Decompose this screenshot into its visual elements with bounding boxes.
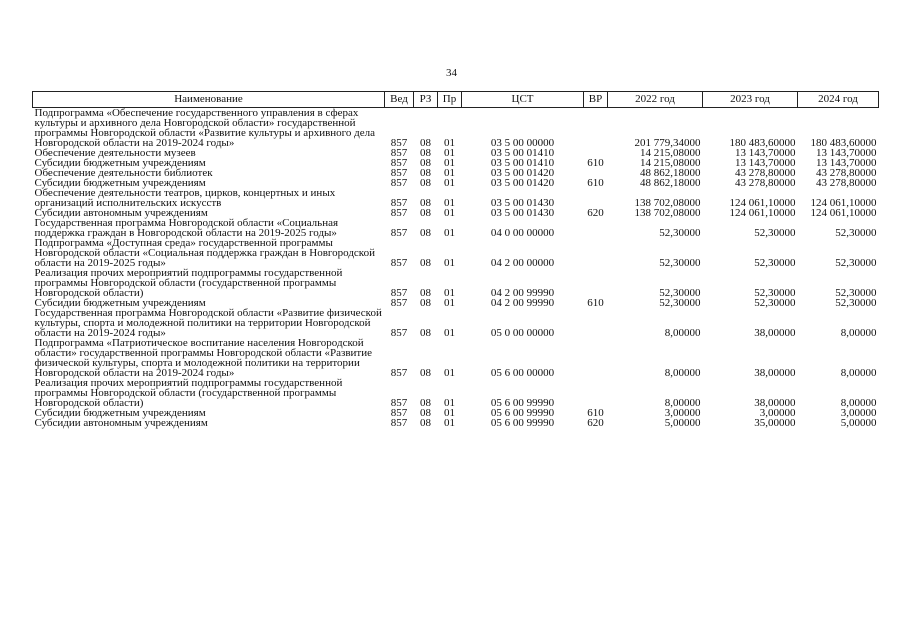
cell-ved: 857 [390,227,408,239]
cell-y2023: 43 278,80000 [735,167,796,179]
header-pr: Пр [438,92,462,108]
cell-rz: 08 [420,197,431,209]
table-row [33,338,879,378]
cell-y2023: 52,30000 [754,297,796,309]
cell-vr: 610 [587,177,604,189]
table-row [33,378,879,408]
cell-rz: 08 [420,147,431,159]
cell-vr [584,308,608,338]
cell-y2024: 8,00000 [840,327,877,339]
cell-y2024: 124 061,10000 [810,197,877,209]
cell-y2023: 52,30000 [754,257,796,269]
cell-rz: 08 [420,227,431,239]
cell-y2023: 52,30000 [754,227,796,239]
cell-cst: 03 5 00 01410 [490,157,555,169]
cell-y2022: 48 862,18000 [640,167,701,179]
cell-ved: 857 [390,367,408,379]
cell-name: Государственная программа Новгородской области «Социальная поддержка граждан в Новгородской области на 2019-2025 годы» [34,217,339,239]
cell-rz: 08 [420,407,431,419]
cell-y2023: 3,00000 [759,407,796,419]
header-2022: 2022 год [608,92,703,108]
cell-ved: 857 [390,207,408,219]
cell-y2024: 5,00000 [840,417,877,429]
cell-vr [584,238,608,268]
cell-pr: 01 [444,287,455,299]
cell-rz: 08 [420,417,431,429]
cell-cst: 05 6 00 99990 [490,397,555,409]
cell-pr: 01 [444,147,455,159]
cell-name: Субсидии бюджетным учреждениям [34,157,206,169]
cell-vr: 610 [587,297,604,309]
cell-vr [584,108,608,149]
cell-rz: 08 [420,287,431,299]
cell-y2024: 124 061,10000 [810,207,877,219]
table-row [33,218,879,238]
cell-y2022: 138 702,08000 [634,207,701,219]
cell-y2022: 48 862,18000 [640,177,701,189]
cell-name: Обеспечение деятельности театров, цирков, концертных и иных организаций исполнительских искусств [34,187,336,209]
cell-y2024: 13 143,70000 [816,147,877,159]
cell-cst: 05 6 00 99990 [490,417,555,429]
cell-name: Государственная программа Новгородской области «Развитие физической культуры, спорта и молодежной политики на территории Новгородской области на 2019-2024 годы» [34,307,382,339]
cell-cst: 05 0 00 00000 [490,327,555,339]
cell-cst: 05 6 00 00000 [490,367,555,379]
cell-y2023: 124 061,10000 [729,197,796,209]
cell-y2023: 13 143,70000 [735,157,796,169]
table-header-row [33,92,879,108]
cell-vr: 620 [587,417,604,429]
cell-y2022: 5,00000 [664,417,701,429]
table-row [33,268,879,298]
cell-ved: 857 [390,167,408,179]
cell-y2024: 180 483,60000 [810,137,877,149]
cell-name: Обеспечение деятельности библиотек [34,167,213,179]
cell-y2022: 8,00000 [664,367,701,379]
cell-name: Обеспечение деятельности музеев [34,147,196,159]
cell-ved: 857 [390,257,408,269]
cell-pr: 01 [444,157,455,169]
cell-y2024: 3,00000 [840,407,877,419]
cell-ved: 857 [390,407,408,419]
table-row [33,418,879,428]
cell-pr: 01 [444,207,455,219]
table-row [33,108,879,149]
cell-y2024: 8,00000 [840,367,877,379]
cell-y2023: 43 278,80000 [735,177,796,189]
cell-cst: 03 5 00 01420 [490,177,555,189]
cell-rz: 08 [420,167,431,179]
cell-ved: 857 [390,177,408,189]
cell-y2024: 8,00000 [840,397,877,409]
cell-rz: 08 [420,137,431,149]
cell-y2023: 180 483,60000 [729,137,796,149]
cell-cst: 03 5 00 00000 [490,137,555,149]
cell-name: Субсидии автономным учреждениям [34,207,208,219]
header-vr: ВР [584,92,608,108]
cell-vr: 610 [587,157,604,169]
cell-ved: 857 [390,147,408,159]
cell-y2022: 14 215,08000 [640,157,701,169]
table-row [33,308,879,338]
cell-cst: 03 5 00 01420 [490,167,555,179]
cell-y2022: 52,30000 [659,257,701,269]
cell-ved: 857 [390,137,408,149]
cell-pr: 01 [444,197,455,209]
cell-pr: 01 [444,407,455,419]
cell-y2022: 14 215,08000 [640,147,701,159]
cell-rz: 08 [420,207,431,219]
cell-name: Субсидии автономным учреждениям [34,417,208,429]
cell-y2023: 124 061,10000 [729,207,796,219]
cell-y2024: 52,30000 [835,257,877,269]
cell-vr [584,218,608,238]
cell-name: Реализация прочих мероприятий подпрограммы государственной программы Новгородской области (государственной программы Новгородской области) [34,267,343,299]
cell-pr: 01 [444,367,455,379]
cell-name: Субсидии бюджетным учреждениям [34,297,206,309]
cell-y2022: 8,00000 [664,327,701,339]
cell-rz: 08 [420,297,431,309]
cell-vr: 620 [587,207,604,219]
cell-name: Субсидии бюджетным учреждениям [34,407,206,419]
cell-y2022: 201 779,34000 [634,137,701,149]
cell-y2023: 13 143,70000 [735,147,796,159]
cell-vr: 610 [587,407,604,419]
cell-ved: 857 [390,297,408,309]
cell-cst: 04 2 00 99990 [490,287,555,299]
budget-table [32,91,879,428]
cell-y2022: 52,30000 [659,287,701,299]
cell-name: Подпрограмма «Обеспечение государственного управления в сферах культуры и архивного дела Новгородской области» государственной программы Новгородской области «Развитие культуры и архивного дела Новгородской области на 2019-2024 годы» [34,107,375,149]
table-body [33,108,879,429]
cell-pr: 01 [444,257,455,269]
cell-y2022: 52,30000 [659,227,701,239]
cell-pr: 01 [444,137,455,149]
cell-name: Субсидии бюджетным учреждениям [34,177,206,189]
header-2023: 2023 год [703,92,798,108]
cell-rz: 08 [420,327,431,339]
cell-cst: 03 5 00 01430 [490,197,555,209]
cell-y2023: 38,00000 [754,367,796,379]
cell-pr: 01 [444,397,455,409]
cell-vr [584,338,608,378]
cell-pr: 01 [444,167,455,179]
cell-pr: 01 [444,227,455,239]
cell-cst: 04 0 00 00000 [490,227,555,239]
cell-y2024: 43 278,80000 [816,167,877,179]
cell-y2024: 52,30000 [835,227,877,239]
cell-y2022: 8,00000 [664,397,701,409]
cell-ved: 857 [390,397,408,409]
table-row [33,188,879,208]
cell-y2023: 38,00000 [754,327,796,339]
header-name: Наименование [33,92,385,108]
cell-y2022: 138 702,08000 [634,197,701,209]
cell-y2024: 52,30000 [835,287,877,299]
cell-pr: 01 [444,417,455,429]
cell-ved: 857 [390,197,408,209]
cell-cst: 03 5 00 01410 [490,147,555,159]
cell-ved: 857 [390,327,408,339]
cell-y2022: 3,00000 [664,407,701,419]
cell-cst: 03 5 00 01430 [490,207,555,219]
cell-y2022: 52,30000 [659,297,701,309]
cell-cst: 04 2 00 99990 [490,297,555,309]
page-number: 34 [446,67,457,79]
cell-y2023: 35,00000 [754,417,796,429]
cell-rz: 08 [420,177,431,189]
cell-cst: 05 6 00 99990 [490,407,555,419]
header-rz: РЗ [414,92,438,108]
cell-name: Реализация прочих мероприятий подпрограммы государственной программы Новгородской области (государственной программы Новгородской области) [34,377,343,409]
cell-y2024: 13 143,70000 [816,157,877,169]
table-row [33,238,879,268]
cell-y2024: 52,30000 [835,297,877,309]
header-cst: ЦСТ [462,92,584,108]
cell-name: Подпрограмма «Патриотическое воспитание населения Новгородской области» государственной программы Новгородской области «Развитие физической культуры, спорта и молодежной политики на территории Новгородской области на 2019-2024 годы» [34,337,372,379]
cell-vr [584,188,608,208]
cell-cst: 04 2 00 00000 [490,257,555,269]
cell-rz: 08 [420,157,431,169]
cell-ved: 857 [390,157,408,169]
cell-ved: 857 [390,417,408,429]
cell-y2023: 38,00000 [754,397,796,409]
cell-ved: 857 [390,287,408,299]
cell-y2024: 43 278,80000 [816,177,877,189]
cell-rz: 08 [420,397,431,409]
cell-name: Подпрограмма «Доступная среда» государственной программы Новгородской области «Социальная поддержка граждан в Новгородской области на 2019-2025 годы» [34,237,375,269]
cell-pr: 01 [444,177,455,189]
cell-pr: 01 [444,327,455,339]
cell-y2023: 52,30000 [754,287,796,299]
header-ved: Вед [385,92,414,108]
cell-rz: 08 [420,257,431,269]
cell-pr: 01 [444,297,455,309]
cell-rz: 08 [420,367,431,379]
cell-vr [584,378,608,408]
header-2024: 2024 год [798,92,879,108]
cell-vr [584,268,608,298]
